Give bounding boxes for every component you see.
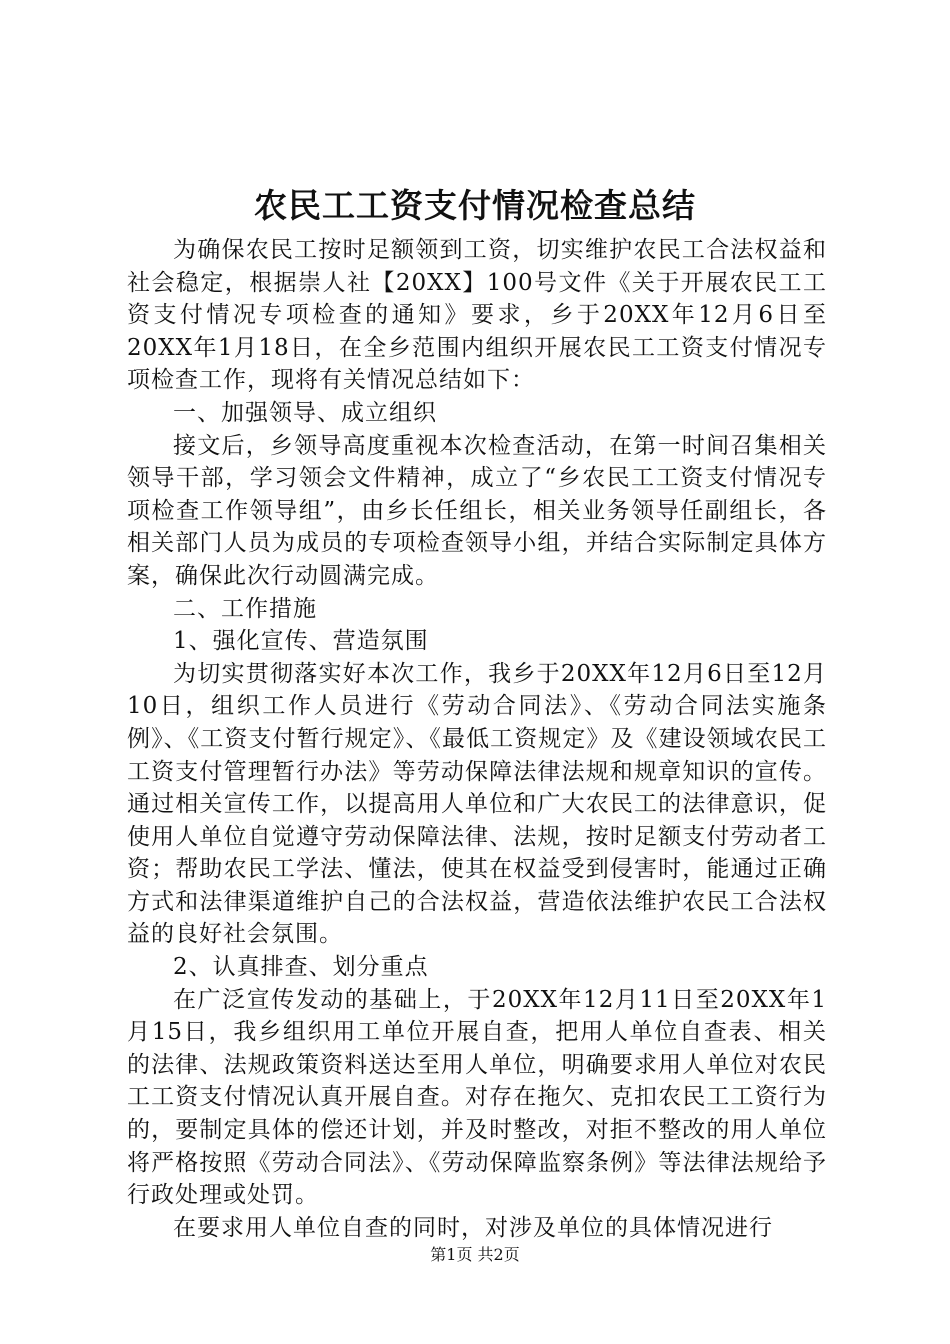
subsection-heading-2: 2、认真排查、划分重点 bbox=[173, 954, 429, 981]
paragraph-intro: 为确保农民工按时足额领到工资，切实维护农民工合法权益和社会稳定，根据崇人社【20XX】100号文件《关于开展农民工工资支付情况专项检查的通知》要求，乡于20XX年12月6日至20XX年1月18日，在全乡范围内组织开展农民工工资支付情况专项检查工作，现将有关情况总结如下： bbox=[127, 237, 827, 394]
section-heading-2: 二、工作措施 bbox=[173, 595, 317, 622]
paragraph-continued: 在要求用人单位自查的同时，对涉及单位的具体情况进行 bbox=[173, 1214, 773, 1241]
paragraph-publicity: 为切实贯彻落实好本次工作，我乡于20XX年12月6日至12月10日，组织工作人员进行《劳动合同法》、《劳动合同法实施条例》、《工资支付暂行规定》、《最低工资规定》及《建设领域农民工工资支付管理暂行办法》等劳动保障法律法规和规章知识的宣传。通过相关宣传工作，以提高用人单位和广大农民工的法律意识，促使用人单位自觉遵守劳动保障法律、法规，按时足额支付劳动者工资；帮助农民工学法、懂法，使其在权益受到侵害时，能通过正确方式和法律渠道维护自己的合法权益，营造依法维护农民工合法权益的良好社会氛围。 bbox=[127, 660, 827, 948]
document-title: 农民工工资支付情况检查总结 bbox=[254, 186, 696, 225]
paragraph-leadership: 接文后，乡领导高度重视本次检查活动，在第一时间召集相关领导干部，学习领会文件精神，成立了“乡农民工工资支付情况专项检查工作领导组”，由乡长任组长，相关业务领导任副组长，各相关部门人员为成员的专项检查领导小组，并结合实际制定具体方案，确保此次行动圆满完成。 bbox=[127, 432, 827, 589]
subsection-heading-1: 1、强化宣传、营造氛围 bbox=[173, 628, 429, 655]
document-body bbox=[127, 234, 827, 1244]
page-number-footer: 第1页 共2页 bbox=[430, 1245, 520, 1264]
paragraph-inspection: 在广泛宣传发动的基础上，于20XX年12月11日至20XX年1月15日，我乡组织用工单位开展自查，把用人单位自查表、相关的法律、法规政策资料送达至用人单位，明确要求用人单位对农民工工资支付情况认真开展自查。对存在拖欠、克扣农民工工资行为的，要制定具体的偿还计划，并及时整改，对拒不整改的用人单位将严格按照《劳动合同法》、《劳动保障监察条例》等法律法规给予行政处理或处罚。 bbox=[127, 986, 827, 1209]
section-heading-1: 一、加强领导、成立组织 bbox=[173, 399, 437, 426]
